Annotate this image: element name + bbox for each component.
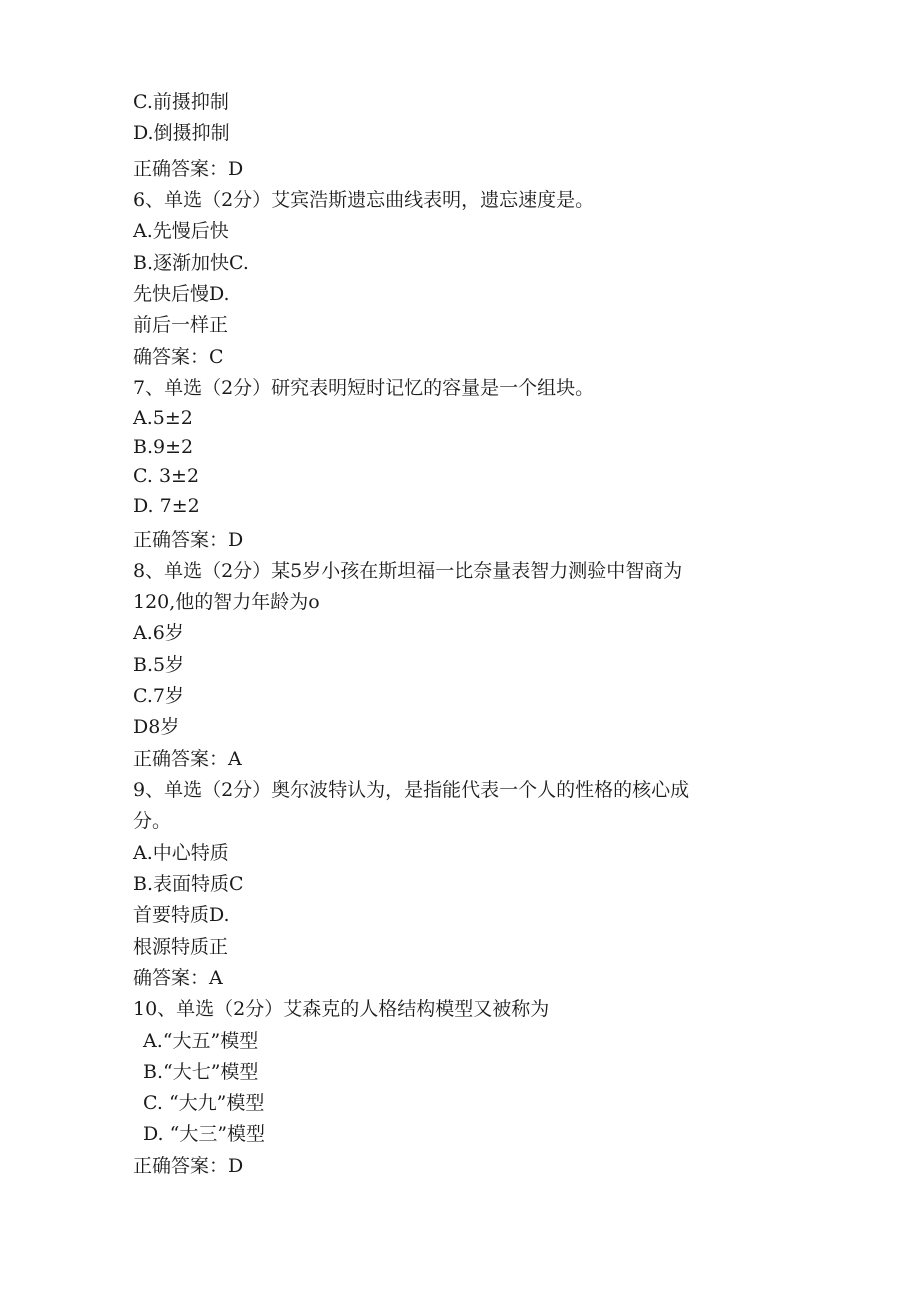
question-line: 7、单选（2分）研究表明短时记忆的容量是一个组块。 xyxy=(133,377,595,399)
answer-line: 正确答案：D xyxy=(133,158,244,180)
answer-line: 正确答案：D xyxy=(133,529,244,551)
option-line: D8岁 xyxy=(133,716,180,738)
option-line: B.表面特质C xyxy=(133,873,244,895)
option-line: C. 3±2 xyxy=(133,465,200,487)
option-line: B.9±2 xyxy=(133,436,194,458)
option-line: A.中心特质 xyxy=(133,842,229,864)
option-line: D. 7±2 xyxy=(133,495,200,517)
question-line: 9、单选（2分）奥尔波特认为，是指能代表一个人的性格的核心成 xyxy=(133,779,690,801)
option-line: 根源特质正 xyxy=(133,936,229,958)
option-line: B.逐渐加快C. xyxy=(133,252,249,274)
question-line: 8、单选（2分）某5岁小孩在斯坦福一比奈量表智力测验中智商为 xyxy=(133,560,683,582)
question-line: 6、单选（2分）艾宾浩斯遗忘曲线表明，遗忘速度是。 xyxy=(133,189,595,211)
option-line: D. “大三”模型 xyxy=(143,1123,266,1145)
option-line: A.5±2 xyxy=(133,407,193,429)
option-line: B.“大七”模型 xyxy=(143,1061,259,1083)
question-line: 120,他的智力年龄为o xyxy=(133,591,320,613)
option-line: B.5岁 xyxy=(133,654,185,676)
option-line: 首要特质D. xyxy=(133,904,230,926)
answer-line: 正确答案：D xyxy=(133,1155,244,1177)
option-line: 前后一样正 xyxy=(133,314,229,336)
option-line: C.7岁 xyxy=(133,685,184,707)
option-line: A.6岁 xyxy=(133,622,184,644)
question-line: 10、单选（2分）艾森克的人格结构模型又被称为 xyxy=(133,998,550,1020)
option-line: C. “大九”模型 xyxy=(143,1092,265,1114)
option-line: 先快后慢D. xyxy=(133,283,230,305)
answer-line: 正确答案：A xyxy=(133,748,242,770)
option-line: D.倒摄抑制 xyxy=(133,122,230,144)
question-line: 分。 xyxy=(133,810,172,832)
answer-line: 确答案：A xyxy=(133,967,223,989)
option-line: A.先慢后快 xyxy=(133,220,229,242)
option-line: C.前摄抑制 xyxy=(133,91,229,113)
option-line: A.“大五”模型 xyxy=(143,1030,259,1052)
answer-line: 确答案：C xyxy=(133,346,224,368)
